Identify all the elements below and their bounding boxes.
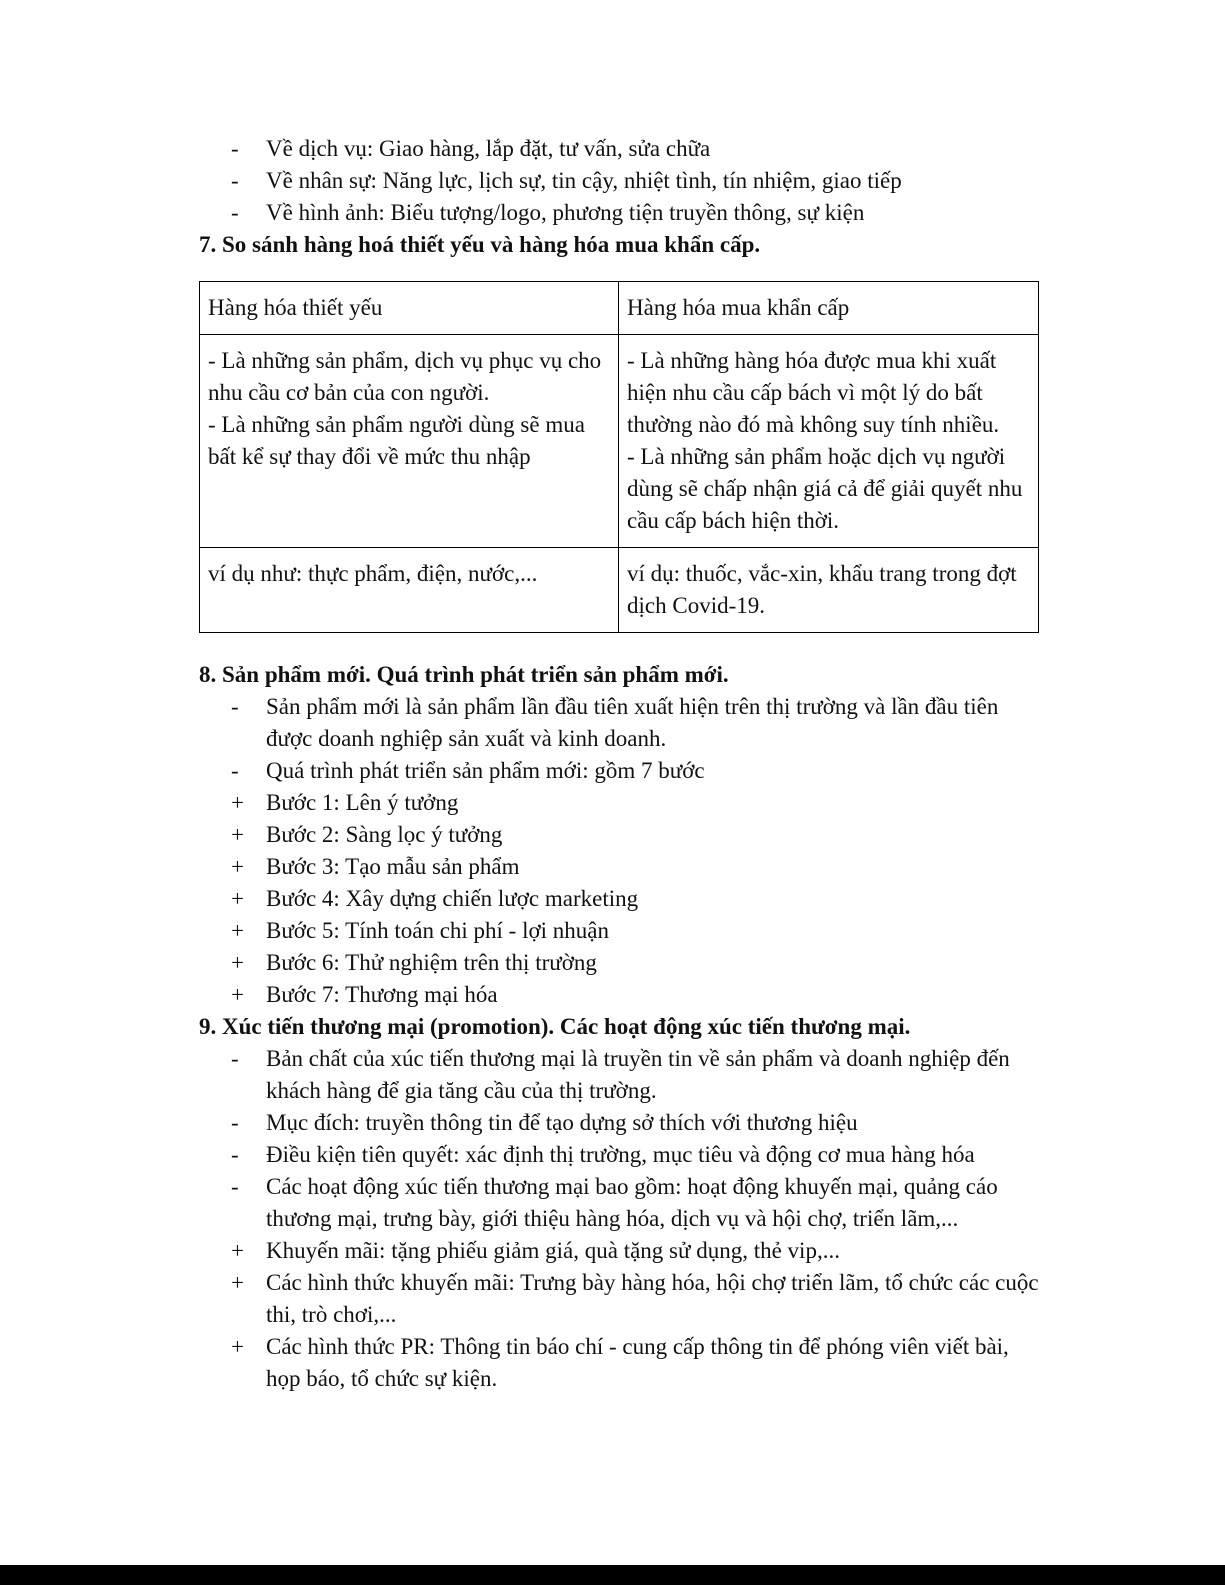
list-item-text: Các hình thức PR: Thông tin báo chí - cung cấp thông tin để phóng viên viết bài, họp báo, tổ chức sự kiện. [266,1334,1009,1391]
list-item-text: Bước 1: Lên ý tưởng [266,790,459,815]
list-item [199,1171,1044,1235]
bullet-marker: - [231,168,239,193]
bullet-marker: - [231,1046,239,1071]
list-item-text: Bước 3: Tạo mẫu sản phẩm [266,854,520,879]
table-cell [200,335,619,548]
cell-paragraph: - Là những hàng hóa được mua khi xuất hiện nhu cầu cấp bách vì một lý do bất thường nào đó mà không suy tính nhiều. [627,348,1000,437]
table-header-cell: Hàng hóa mua khẩn cấp [619,282,1039,335]
table-cell [619,335,1039,548]
document-content [199,133,1044,1395]
list-item-text: Các hoạt động xúc tiến thương mại bao gồm: hoạt động khuyến mại, quảng cáo thương mại, trưng bày, giới thiệu hàng hóa, dịch vụ và hội chợ, triển lãm,... [266,1174,998,1231]
bullet-marker: + [231,790,244,815]
list-item-text: Bước 7: Thương mại hóa [266,982,498,1007]
table-cell: ví dụ: thuốc, vắc-xin, khẩu trang trong đợt dịch Covid-19. [619,548,1039,633]
bullet-marker: - [231,1142,239,1167]
list-item-text: Bản chất của xúc tiến thương mại là truyền tin về sản phẩm và doanh nghiệp đến khách hàng để gia tăng cầu của thị trường. [266,1046,1010,1103]
list-item [199,691,1044,755]
list-item [199,979,1044,1011]
cell-paragraph: - Là những sản phẩm hoặc dịch vụ người dùng sẽ chấp nhận giá cả để giải quyết nhu cầu cấp bách hiện thời. [627,444,1023,533]
list-item-text: Bước 2: Sàng lọc ý tưởng [266,822,503,847]
comparison-table [199,281,1039,633]
list-item [199,819,1044,851]
list-item [199,787,1044,819]
cell-paragraph: - Là những sản phẩm người dùng sẽ mua bất kể sự thay đổi về mức thu nhập [208,412,585,469]
list-item [199,133,1044,165]
page-bottom-edge [0,1565,1225,1585]
list-item-text: Quá trình phát triển sản phẩm mới: gồm 7 bước [266,758,705,783]
list-item-text: Khuyến mãi: tặng phiếu giảm giá, quà tặng sử dụng, thẻ vip,... [266,1238,840,1263]
list-item-text: Về hình ảnh: Biểu tượng/logo, phương tiện truyền thông, sự kiện [266,200,865,225]
list-item-text: Điều kiện tiên quyết: xác định thị trường, mục tiêu và động cơ mua hàng hóa [266,1142,975,1167]
bullet-marker: - [231,1174,239,1199]
list-item [199,915,1044,947]
list-item-text: Bước 6: Thử nghiệm trên thị trường [266,950,597,975]
bullet-marker: + [231,886,244,911]
intro-bullet-list [199,133,1044,229]
list-item-text: Về dịch vụ: Giao hàng, lắp đặt, tư vấn, sửa chữa [266,136,711,161]
list-item [199,1267,1044,1331]
bullet-marker: - [231,200,239,225]
bullet-marker: + [231,1238,244,1263]
section-7-heading: 7. So sánh hàng hoá thiết yếu và hàng hóa mua khẩn cấp. [199,232,761,257]
list-item-text: Mục đích: truyền thông tin để tạo dựng sở thích với thương hiệu [266,1110,858,1135]
bullet-marker: + [231,854,244,879]
list-item [199,1043,1044,1107]
bullet-marker: - [231,136,239,161]
section-8-list [199,691,1044,1011]
table-row [200,548,1039,633]
bullet-marker: - [231,758,239,783]
list-item-text: Sản phẩm mới là sản phẩm lần đầu tiên xuất hiện trên thị trường và lần đầu tiên được doanh nghiệp sản xuất và kinh doanh. [266,694,999,751]
list-item [199,1139,1044,1171]
table-header-cell: Hàng hóa thiết yếu [200,282,619,335]
section-9-heading: 9. Xúc tiến thương mại (promotion). Các hoạt động xúc tiến thương mại. [199,1014,911,1039]
table-cell: ví dụ như: thực phẩm, điện, nước,... [200,548,619,633]
list-item [199,947,1044,979]
section-8-heading: 8. Sản phẩm mới. Quá trình phát triển sản phẩm mới. [199,662,729,687]
list-item-text: Các hình thức khuyến mãi: Trưng bày hàng hóa, hội chợ triển lãm, tổ chức các cuộc thi, trò chơi,... [266,1270,1039,1327]
list-item-text: Bước 4: Xây dựng chiến lược marketing [266,886,639,911]
list-item [199,851,1044,883]
bullet-marker: + [231,918,244,943]
list-item [199,197,1044,229]
table-row [200,335,1039,548]
list-item [199,165,1044,197]
list-item [199,1331,1044,1395]
list-item [199,883,1044,915]
cell-paragraph: - Là những sản phẩm, dịch vụ phục vụ cho nhu cầu cơ bản của con người. [208,348,602,405]
bullet-marker: + [231,982,244,1007]
list-item [199,1235,1044,1267]
bullet-marker: - [231,694,239,719]
list-item [199,1107,1044,1139]
list-item [199,755,1044,787]
bullet-marker: + [231,1334,244,1359]
list-item-text: Về nhân sự: Năng lực, lịch sự, tin cậy, nhiệt tình, tín nhiệm, giao tiếp [266,168,902,193]
bullet-marker: - [231,1110,239,1135]
bullet-marker: + [231,1270,244,1295]
bullet-marker: + [231,822,244,847]
list-item-text: Bước 5: Tính toán chi phí - lợi nhuận [266,918,609,943]
section-9-list [199,1043,1044,1395]
bullet-marker: + [231,950,244,975]
table-header-row [200,282,1039,335]
